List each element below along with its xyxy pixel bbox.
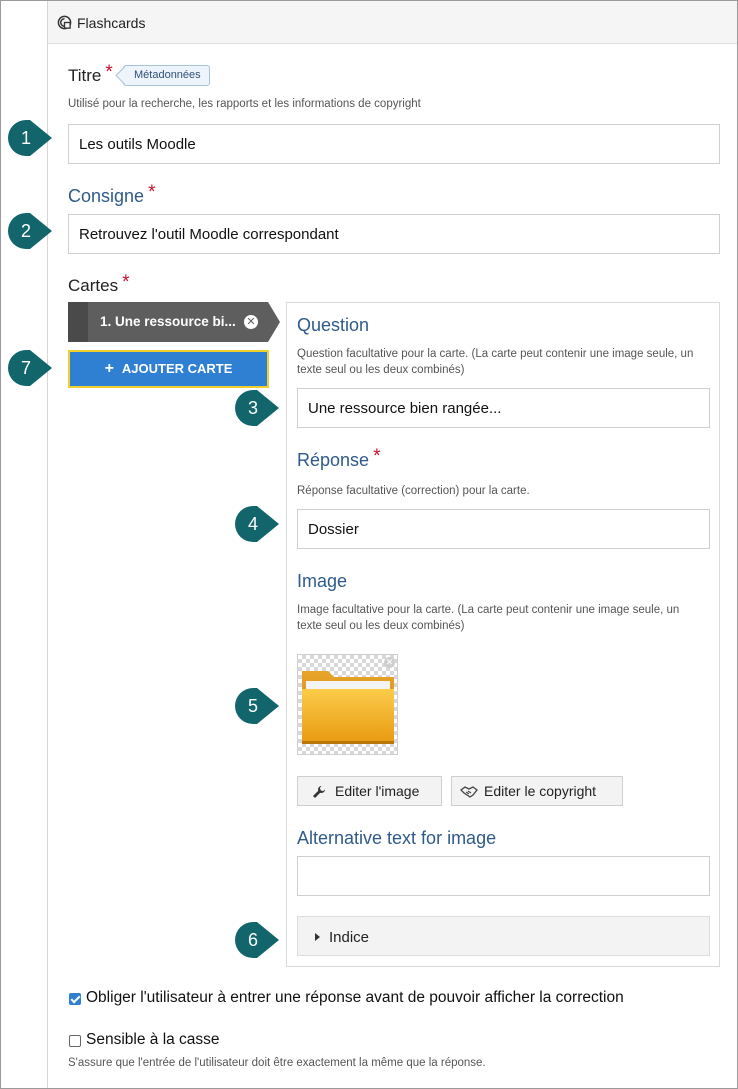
consigne-input[interactable]: Retrouvez l'outil Moodle correspondant	[68, 214, 720, 254]
callout-4: 4	[235, 506, 277, 542]
edit-copyright-button[interactable]: Editer le copyright	[451, 776, 623, 806]
reponse-input[interactable]: Dossier	[297, 509, 710, 549]
flashcards-icon	[57, 15, 72, 30]
reponse-description: Réponse facultative (correction) pour la carte.	[297, 485, 530, 497]
add-card-button[interactable]: + AJOUTER CARTE	[68, 350, 269, 388]
case-sensitive-description: S'assure que l'entrée de l'utilisateur doit être exactement la même que la réponse.	[68, 1057, 486, 1069]
edit-image-button[interactable]: Editer l'image	[297, 776, 442, 806]
header-title: Flashcards	[77, 15, 146, 31]
titre-label: Titre *	[68, 62, 113, 85]
titre-input[interactable]: Les outils Moodle	[68, 124, 720, 164]
question-input[interactable]: Une ressource bien rangée...	[297, 388, 710, 428]
case-sensitive-checkbox[interactable]	[69, 1035, 81, 1047]
alt-text-input[interactable]	[297, 856, 710, 896]
indice-toggle[interactable]: Indice	[297, 916, 710, 956]
reponse-label: Réponse *	[297, 446, 381, 470]
callout-5: 5	[235, 688, 277, 724]
callout-3: 3	[235, 390, 277, 426]
handshake-icon	[460, 785, 478, 799]
titre-description: Utilisé pour la recherche, les rapports et les informations de copyright	[68, 98, 421, 110]
question-description: Question facultative pour la carte. (La carte peut contenir une image seule, un texte seul ou les deux combinés)	[297, 348, 694, 376]
image-description: Image facultative pour la carte. (La carte peut contenir une image seule, un texte seul ou les deux combinés)	[297, 604, 680, 632]
drag-handle[interactable]	[68, 302, 88, 342]
wrench-icon	[312, 785, 326, 799]
callout-6: 6	[235, 922, 277, 958]
close-icon[interactable]: ✕	[244, 315, 258, 329]
cartes-label: Cartes *	[68, 272, 130, 295]
image-label: Image	[297, 571, 348, 591]
callout-7: 7	[8, 350, 50, 386]
question-label: Question	[297, 315, 370, 335]
flashcards-editor	[47, 0, 737, 1089]
force-answer-checkbox[interactable]	[69, 993, 81, 1005]
callout-1: 1	[8, 120, 50, 156]
editor-header	[48, 0, 738, 44]
metadata-button[interactable]: Métadonnées	[123, 65, 210, 86]
image-thumbnail[interactable]	[297, 654, 398, 755]
alt-text-label: Alternative text for image	[297, 828, 497, 848]
card-tab-label: 1. Une ressource bi...	[100, 314, 236, 329]
force-answer-label: Obliger l'utilisateur à entrer une réponse avant de pouvoir afficher la correction	[86, 989, 624, 1006]
card-tab-1[interactable]	[68, 302, 268, 342]
remove-image-icon[interactable]: ✕	[385, 657, 394, 667]
caret-right-icon	[315, 933, 320, 941]
folder-icon	[298, 655, 397, 754]
consigne-label: Consigne *	[68, 182, 156, 206]
callout-2: 2	[8, 213, 50, 249]
case-sensitive-label: Sensible à la casse	[86, 1031, 220, 1048]
plus-icon: +	[104, 360, 114, 377]
